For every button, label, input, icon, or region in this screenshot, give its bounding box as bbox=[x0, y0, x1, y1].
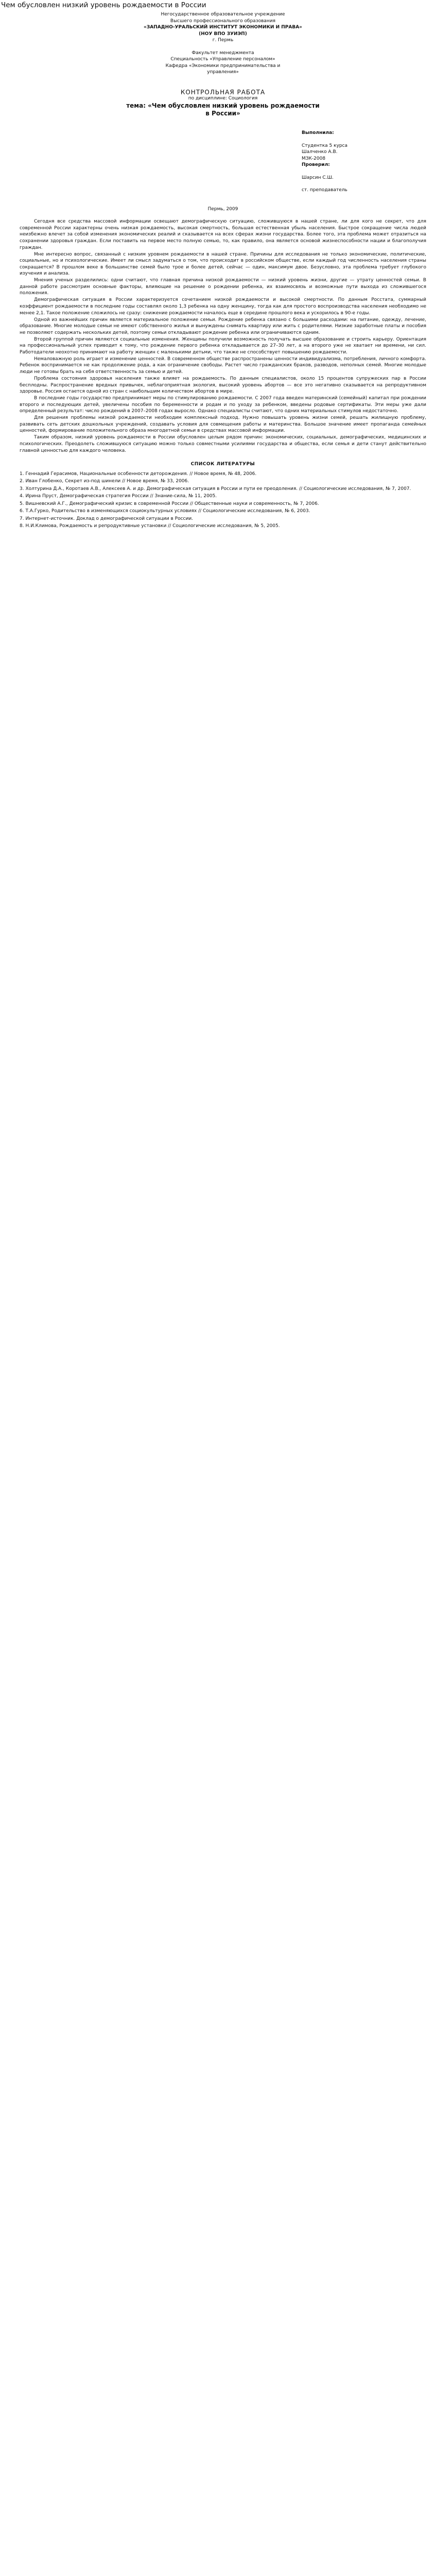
paragraph: Мнения ученых разделились: одни считают, что главная причина низкой рождаемости — низкий уровень жизни, другие — утрату ценностей семьи. В данной работе рассмотрим основные факторы, влияющие на решение о рождении ребенка, их взаимосвязь и возможные пути выхода из сложившегося положения. bbox=[20, 278, 426, 296]
performer-heading: Выполнила: bbox=[302, 130, 334, 136]
literature-item: 6. Т.А.Гурко, Родительство в изменяющихся социокультурных условиях // Социологические исследования, № 6, 2003. bbox=[20, 509, 310, 514]
literature-item: 1. Геннадий Герасимов, Национальные особенности деторождения. // Новое время, № 48, 2006. bbox=[20, 471, 257, 477]
header-line3: «ЗАПАДНО-УРАЛЬСКИЙ ИНСТИТУТ ЭКОНОМИКИ И ПРАВА» bbox=[144, 25, 302, 30]
literature-item: 7. Интернет-источник. Доклад о демографической ситуации в России. bbox=[20, 516, 194, 521]
paragraph: Таким образом, низкий уровень рождаемости в России обусловлен целым рядом причин: экономических, социальных, демографических, медицинских и психологических. Преодолеть сложившуюся ситуацию можно только совместными усилиями государства и общества, если семья и дети станут действительно главной ценностью для каждого человека. bbox=[20, 435, 426, 453]
paragraph: Демографическая ситуация в России характеризуется сочетанием низкой рождаемости и высокой смертности. По данным Росстата, суммарный коэффициент рождаемости в последние годы составлял около 1,3 ребенка на одну женщину, тогда как для простого воспроизводства населения необходимо не менее 2,1. Такое положение сложилось не сразу: снижение рождаемости началось еще в середине прошлого века и ускорилось в 90-е годы. bbox=[20, 297, 426, 316]
page-title: Чем обусловлен низкий уровень рождаемости в России bbox=[1, 1, 206, 9]
literature-item: 2. Иван Глобенко, Секрет из-под шинели // Новое время, № 33, 2006. bbox=[20, 479, 189, 484]
checked-heading: Проверил: bbox=[302, 162, 330, 168]
literature-item: 5. Вишневский А.Г., Демографический кризис в современной России // Общественные науки и современность, № 7, 2006. bbox=[20, 501, 319, 506]
header-line1: Негосударственное образовательное учреждение bbox=[161, 12, 285, 17]
header-line2: Высшего профессионального образования bbox=[170, 18, 276, 24]
paragraph: Немаловажную роль играет и изменение ценностей. В современном обществе распространены ценности индивидуализма, потребления, личного комфорта. Ребенок воспринимается не как продолжение рода, а как ограничение свободы. Растет число гражданских браков, разводов, неполных семей. Многие молодые люди не готовы брать на себя ответственность за семью и детей. bbox=[20, 356, 426, 375]
paragraph: В последние годы государство предпринимает меры по стимулированию рождаемости. С 2007 года введен материнский (семейный) капитал при рождении второго и последующих детей, увеличены пособия по беременности и родам и по уходу за ребенком, введены родовые сертификаты. Эти меры уже дали определенный результат: число рождений в 2007–2008 годах выросло. Однако специалисты считают, что одних материальных стимулов недостаточно. bbox=[20, 396, 426, 414]
chair-line2: управления» bbox=[207, 70, 239, 75]
topic-line2: в России» bbox=[205, 110, 240, 117]
paragraph: Одной из важнейших причин является материальное положение семьи. Рождение ребенка связано с большими расходами: на питание, одежду, лечение, образование. Многие молодые семьи не имеют собственного жилья и вынуждены снимать квартиру или жить с родителями. Низкие заработные платы и пособия не позволяют содержать нескольких детей, поэтому семьи откладывают рождение ребенка или ограничиваются одним. bbox=[20, 317, 426, 335]
paragraph: Второй группой причин являются социальные изменения. Женщины получили возможность получать высшее образование и строить карьеру. Ориентация на профессиональный успех приводит к тому, что рождение первого ребенка откладывается до 27–30 лет, а на второго уже не хватает ни времени, ни сил. Работодатели неохотно принимают на работу женщин с маленькими детьми, что также не способствует повышению рождаемости. bbox=[20, 336, 426, 355]
paragraph: Для решения проблемы низкой рождаемости необходим комплексный подход. Нужно повышать уровень жизни семей, решать жилищную проблему, развивать сеть детских дошкольных учреждений, создавать условия для совмещения работы и материнства. Большое значение имеет пропаганда семейных ценностей, формирование положительного образа многодетной семьи в средствах массовой информации. bbox=[20, 415, 426, 434]
paragraph: Сегодня все средства массовой информации освещают демографическую ситуацию, сложившуюся в нашей стране, ли для кого не секрет, что для современной России характерны очень низкая рождаемость, высокая смертность, большая естественная убыль населения. Быстрое сокращение числа людей неизбежно влечет за собой изменения экономических реалий и сказывается на всех сферах жизни государства. Более того, эта проблема может отразиться на сохранении здоровья граждан. Если поставить на первое место полную семью, то, как правило, она является основой жизнеспособности нации и благополучия граждан. bbox=[20, 219, 426, 250]
literature-item: 8. Н.И.Климова, Рождаемость и репродуктивные установки // Социологические исследования, № 5, 2005. bbox=[20, 523, 280, 529]
main-text bbox=[20, 218, 426, 454]
work-title: КОНТРОЛЬНАЯ РАБОТА bbox=[180, 88, 266, 96]
literature-item: 3. Холтурина Д.А., Коротаев А.В., Алексеев А. и др. Демографическая ситуация в России и пути ее преодоления. // Социологические исследования, № 7, 2007. bbox=[20, 486, 411, 492]
performer-block bbox=[302, 130, 426, 194]
chair-line1: Кафедра «Экономики предпринимательства и bbox=[165, 63, 281, 69]
faculty: Факультет менеджмента bbox=[191, 50, 254, 56]
header-line4: (НОУ ВПО ЗУИЭП) bbox=[199, 31, 247, 37]
performer-name: Шалченко А.В. bbox=[302, 149, 338, 155]
place-year: Пермь, 2009 bbox=[207, 206, 238, 212]
header-city: г. Пермь bbox=[212, 38, 234, 43]
literature-heading: СПИСОК ЛИТЕРАТУРЫ bbox=[190, 462, 255, 467]
discipline: по дисциплине: Социология bbox=[188, 96, 258, 101]
paragraph: Проблема состояния здоровья населения также влияет на рождаемость. По данным специалистов, около 15 процентов супружеских пар в России бесплодны. Распространение вредных привычек, неблагоприятная экология, высокий уровень абортов — все это негативно сказывается на репродуктивном здоровье. Россия остается одной из стран с наибольшим количеством абортов в мире. bbox=[20, 376, 426, 395]
literature-list bbox=[20, 471, 426, 530]
literature-item: 4. Ирина Пруст, Демографическая стратегия России // Знание-сила, № 11, 2005. bbox=[20, 494, 217, 499]
topic-line1: тема: «Чем обусловлен низкий уровень рождаемости bbox=[126, 102, 320, 110]
document-body bbox=[20, 11, 426, 531]
performer-group: МЗК-2008 bbox=[302, 156, 326, 161]
checker-position: ст. преподаватель bbox=[302, 188, 347, 193]
performer-student: Студентка 5 курса bbox=[302, 143, 348, 148]
paragraph: Мне интересно вопрос, связанный с низким уровнем рождаемости в нашей стране. Причины для исследования не только экономические, политические, социальные, но и психологические. Имеет ли смысл задуматься о том, что происходит в российском обществе, если каждый год численность населения страны сокращается? В прошлом веке в большинстве семей было трое и более детей, сейчас — один, максимум двое. Безусловно, эта проблема требует глубокого изучения и анализа. bbox=[20, 251, 426, 277]
checker-name: Шарсин С.Ш. bbox=[302, 175, 334, 180]
specialty: Специальность «Управление персоналом» bbox=[170, 57, 275, 62]
